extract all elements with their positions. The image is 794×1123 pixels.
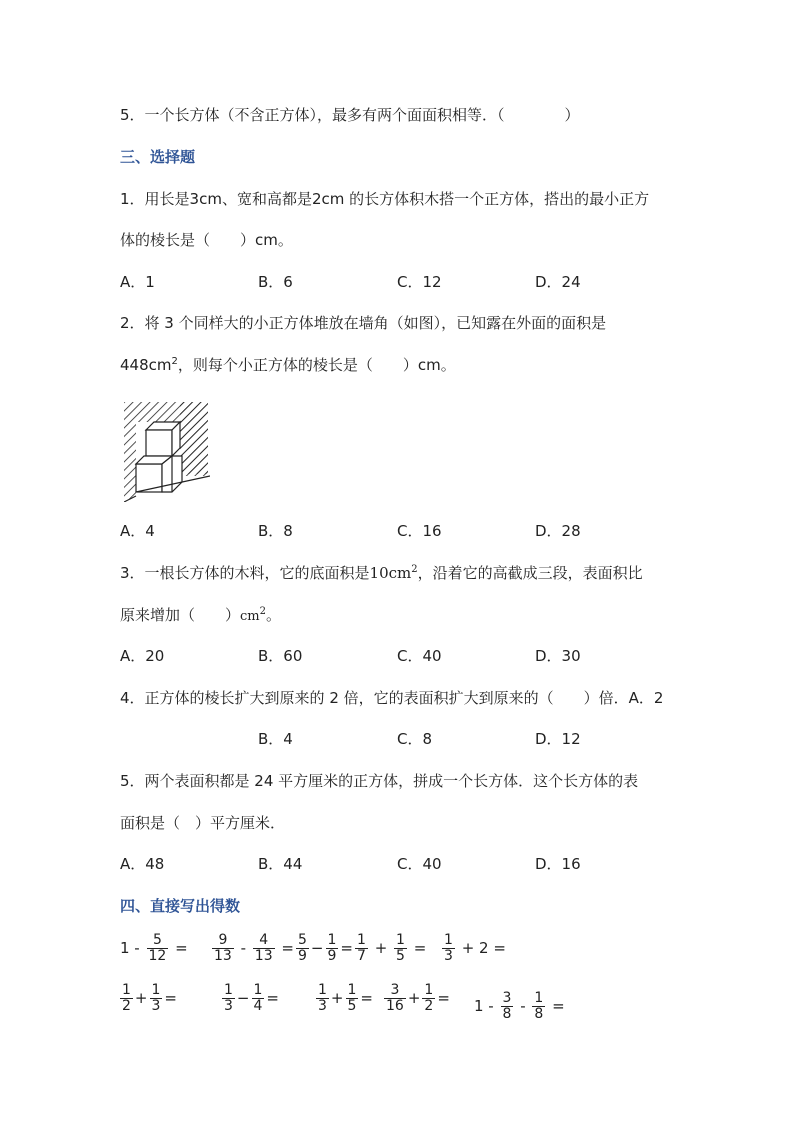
arith-r2-e1: $\frac{1}{2}$ + $\frac{1}{3}$ = (122, 982, 177, 1014)
section-title-direct: 四、直接写出得数 (120, 897, 241, 915)
q4-option-c[interactable]: C．8 (397, 730, 433, 748)
arith-r1-e4: $\frac{1}{3}$ + 2 = (444, 932, 506, 964)
q4-option-d[interactable]: D．12 (535, 730, 581, 748)
q3-option-b[interactable]: B．60 (258, 647, 303, 665)
question-5-line-1: 5．两个表面积都是 24 平方厘米的正方体，拼成一个长方体．这个长方体的表 (120, 772, 639, 790)
q1-option-c[interactable]: C．12 (397, 273, 442, 291)
arith-r2-e4: $\frac{3}{16}$ + $\frac{1}{2}$ = (386, 982, 450, 1014)
question-5-line-2: 面积是（ ）平方厘米． (120, 814, 286, 832)
question-1-line-1: 1．用长是3cm、宽和高都是2cm 的长方体积木搭一个正方体，搭出的最小正方 (120, 190, 650, 208)
question-4-line-1: 4．正方体的棱长扩大到原来的 2 倍，它的表面积扩大到原来的（ ）倍．A．2 (120, 689, 664, 707)
q3-option-c[interactable]: C．40 (397, 647, 442, 665)
question-1-line-2: 体的棱长是（ ）cm。 (120, 231, 293, 249)
q3-option-a[interactable]: A．20 (120, 647, 165, 665)
q2-option-a[interactable]: A．4 (120, 522, 155, 540)
arith-r2-e3: $\frac{1}{3}$ + $\frac{1}{5}$ = (318, 982, 373, 1014)
q5-option-c[interactable]: C．40 (397, 855, 442, 873)
arith-r1-e3: $\frac{5}{9}$ − $\frac{1}{9}$ = $\frac{1}{7}$ + $\frac{1}{5}$ = (298, 932, 427, 964)
q3-option-d[interactable]: D．30 (535, 647, 581, 665)
question-3-line-1: 3．一根长方体的木料，它的底面积是$10cm^2$，沿着它的高截成三段，表面积比 (120, 564, 643, 582)
question-2-line-1: 2．将 3 个同样大的小正方体堆放在墙角（如图），已知露在外面的面积是 (120, 314, 607, 332)
q5-option-b[interactable]: B．44 (258, 855, 303, 873)
question-3-line-2: 原来增加（ ）$cm^2$。 (120, 606, 282, 624)
q4-option-b[interactable]: B．4 (258, 730, 293, 748)
section-title-choice: 三、选择题 (120, 148, 196, 166)
judge-question-5: 5．一个长方体（不含正方体），最多有两个面面积相等．（ ） (120, 106, 580, 124)
question-2-line-2: $448cm^2$，则每个小正方体的棱长是（ ）cm。 (120, 356, 456, 374)
arith-r1-e2: $\frac{9}{13}$ - $\frac{4}{13}$ = (214, 932, 294, 964)
q2-option-c[interactable]: C．16 (397, 522, 442, 540)
cubes-in-corner-figure (124, 402, 210, 502)
arith-r2-e5: 1 - $\frac{3}{8}$ - $\frac{1}{8}$ = (474, 990, 565, 1022)
q5-option-a[interactable]: A．48 (120, 855, 165, 873)
q2-option-d[interactable]: D．28 (535, 522, 581, 540)
q1-option-d[interactable]: D．24 (535, 273, 581, 291)
q5-option-d[interactable]: D．16 (535, 855, 581, 873)
q1-option-a[interactable]: A．1 (120, 273, 155, 291)
q2-option-b[interactable]: B．8 (258, 522, 293, 540)
arith-r1-e1: 1 - $\frac{5}{12}$ = (120, 932, 188, 964)
q1-option-b[interactable]: B．6 (258, 273, 293, 291)
arith-r2-e2: $\frac{1}{3}$ − $\frac{1}{4}$ = (224, 982, 279, 1014)
